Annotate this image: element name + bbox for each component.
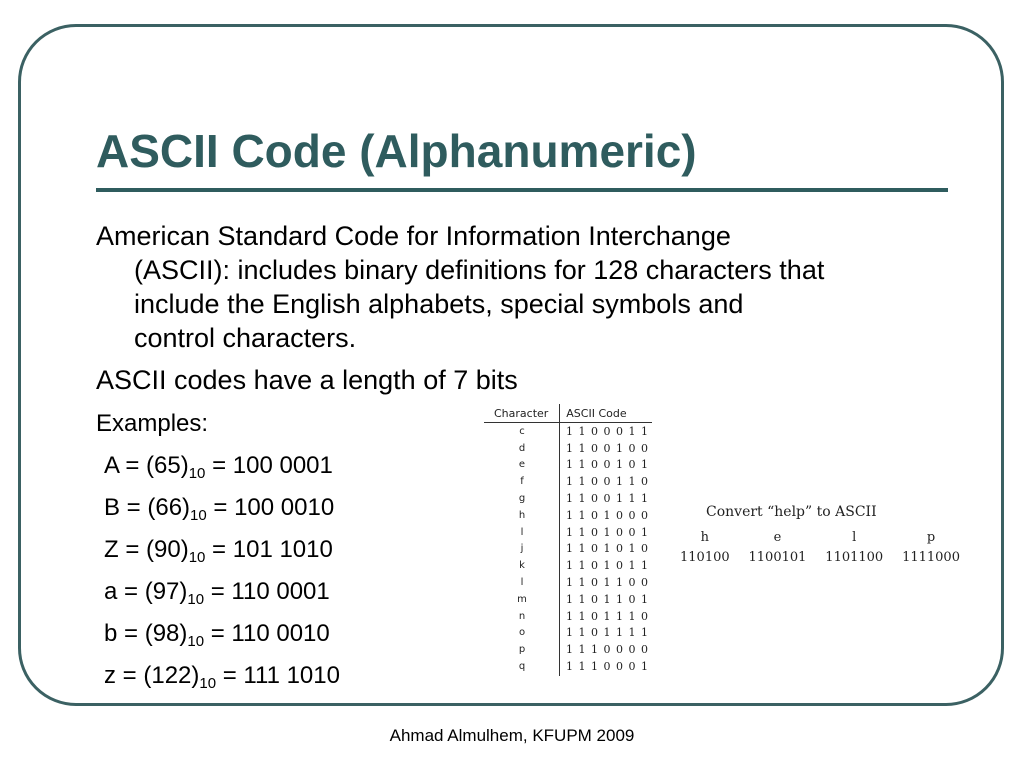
example-rhs: = 110 0010: [204, 620, 330, 647]
table-row: [484, 524, 652, 541]
table-row: [484, 490, 652, 507]
example-rhs: = 100 0001: [205, 452, 333, 479]
convert-letter: h: [700, 530, 709, 545]
row-character: k: [519, 560, 525, 572]
intro-line-3: include the English alphabets, special symbols and: [134, 289, 744, 319]
example-item: [104, 578, 330, 608]
row-character: p: [518, 644, 526, 656]
table-row: [484, 608, 652, 625]
table-header: [484, 404, 652, 423]
convert-binary: 1111000: [902, 550, 960, 565]
example-item: [104, 494, 334, 524]
convert-columns: [680, 530, 960, 565]
table-row: [484, 625, 652, 642]
convert-letter: e: [773, 530, 782, 545]
convert-title: Convert “help” to ASCII: [706, 504, 877, 520]
header-character: Character: [493, 406, 549, 420]
ascii-table: [484, 404, 652, 675]
example-item: [104, 536, 333, 566]
row-character: f: [520, 476, 524, 488]
row-character: o: [518, 627, 526, 639]
convert-binary: 1100101: [748, 550, 807, 565]
example-item: [104, 452, 333, 482]
example-lhs: Z = (90): [104, 536, 189, 563]
convert-binary: 1101100: [825, 550, 884, 565]
table-row: [484, 440, 652, 457]
footer-credit: Ahmad Almulhem, KFUPM 2009: [389, 726, 635, 745]
example-rhs: = 111 1010: [216, 662, 340, 689]
table-row: [484, 507, 652, 524]
table-row: [484, 557, 652, 574]
table-row: [484, 541, 652, 558]
slide-title: ASCII Code (Alphanumeric): [96, 125, 697, 177]
example-base: 10: [190, 507, 207, 524]
row-character: d: [518, 442, 526, 454]
row-code: 1 1 0 0 1 0 1: [566, 458, 649, 472]
examples-label: Examples:: [96, 410, 209, 437]
table-divider: [559, 404, 560, 676]
example-lhs: b = (98): [104, 620, 188, 647]
row-code: 1 1 0 1 1 1 0: [566, 609, 649, 623]
row-code: 1 1 0 0 0 1 1: [566, 424, 649, 438]
example-base: 10: [199, 675, 217, 692]
row-code: 1 1 0 1 0 1 0: [566, 542, 649, 556]
row-character: h: [518, 509, 526, 521]
example-item: [104, 662, 340, 692]
row-code: 1 1 1 0 0 0 0: [566, 643, 649, 657]
example-base: 10: [187, 633, 205, 650]
table-row: [484, 591, 652, 608]
row-character: j: [520, 543, 524, 555]
example-lhs: B = (66): [104, 494, 191, 521]
table-row: [484, 574, 652, 591]
row-character: l: [520, 577, 524, 589]
intro-line-4: control characters.: [134, 323, 357, 353]
table-row: [484, 641, 652, 658]
convert-help-box: [680, 504, 960, 565]
intro-paragraph: [96, 219, 976, 355]
row-code: 1 1 0 1 0 1 1: [566, 559, 649, 573]
example-lhs: z = (122): [104, 662, 200, 689]
bits-length-text: ASCII codes have a length of 7 bits: [96, 365, 518, 395]
example-rhs: = 110 0001: [204, 578, 330, 605]
convert-binary: 110100: [680, 550, 730, 565]
row-code: 1 1 0 0 1 1 0: [566, 475, 649, 489]
convert-letter: l: [852, 530, 857, 545]
convert-column: [680, 530, 730, 565]
row-code: 1 1 1 0 0 0 1: [566, 660, 649, 674]
row-character: q: [518, 661, 526, 673]
row-code: 1 1 0 1 1 0 1: [566, 592, 649, 606]
row-character: m: [517, 593, 527, 605]
row-character: l: [520, 526, 524, 538]
table-row: [484, 658, 652, 675]
example-lhs: A = (65): [104, 452, 189, 479]
example-rhs: = 100 0010: [206, 494, 335, 521]
table-row: [484, 473, 652, 490]
row-character: g: [518, 493, 526, 505]
row-code: 1 1 0 0 1 0 0: [566, 441, 649, 455]
convert-column: [902, 530, 960, 565]
convert-column: [825, 530, 883, 565]
intro-line-2: (ASCII): includes binary definitions for 128 characters that: [134, 255, 825, 285]
row-code: 1 1 0 1 1 1 1: [566, 626, 649, 640]
row-code: 1 1 0 1 0 0 1: [566, 525, 649, 539]
example-base: 10: [187, 591, 205, 608]
example-lhs: a = (97): [104, 578, 188, 605]
convert-column: [749, 530, 807, 565]
example-item: [104, 620, 330, 650]
example-base: 10: [188, 465, 206, 482]
row-character: c: [519, 425, 525, 437]
header-ascii-code: ASCII Code: [566, 406, 627, 420]
row-code: 1 1 0 1 0 0 0: [566, 508, 649, 522]
row-code: 1 1 0 1 1 0 0: [566, 576, 649, 590]
convert-letter: p: [926, 530, 936, 545]
row-character: e: [518, 459, 526, 471]
row-character: n: [518, 610, 526, 622]
table-row: [484, 457, 652, 474]
title-underline: [96, 188, 948, 192]
intro-line-1: American Standard Code for Information Interchange: [96, 221, 731, 251]
example-rhs: = 101 1010: [205, 536, 333, 563]
table-body: [484, 423, 652, 675]
example-base: 10: [188, 549, 206, 566]
row-code: 1 1 0 0 1 1 1: [566, 492, 649, 506]
table-row: [484, 423, 652, 440]
